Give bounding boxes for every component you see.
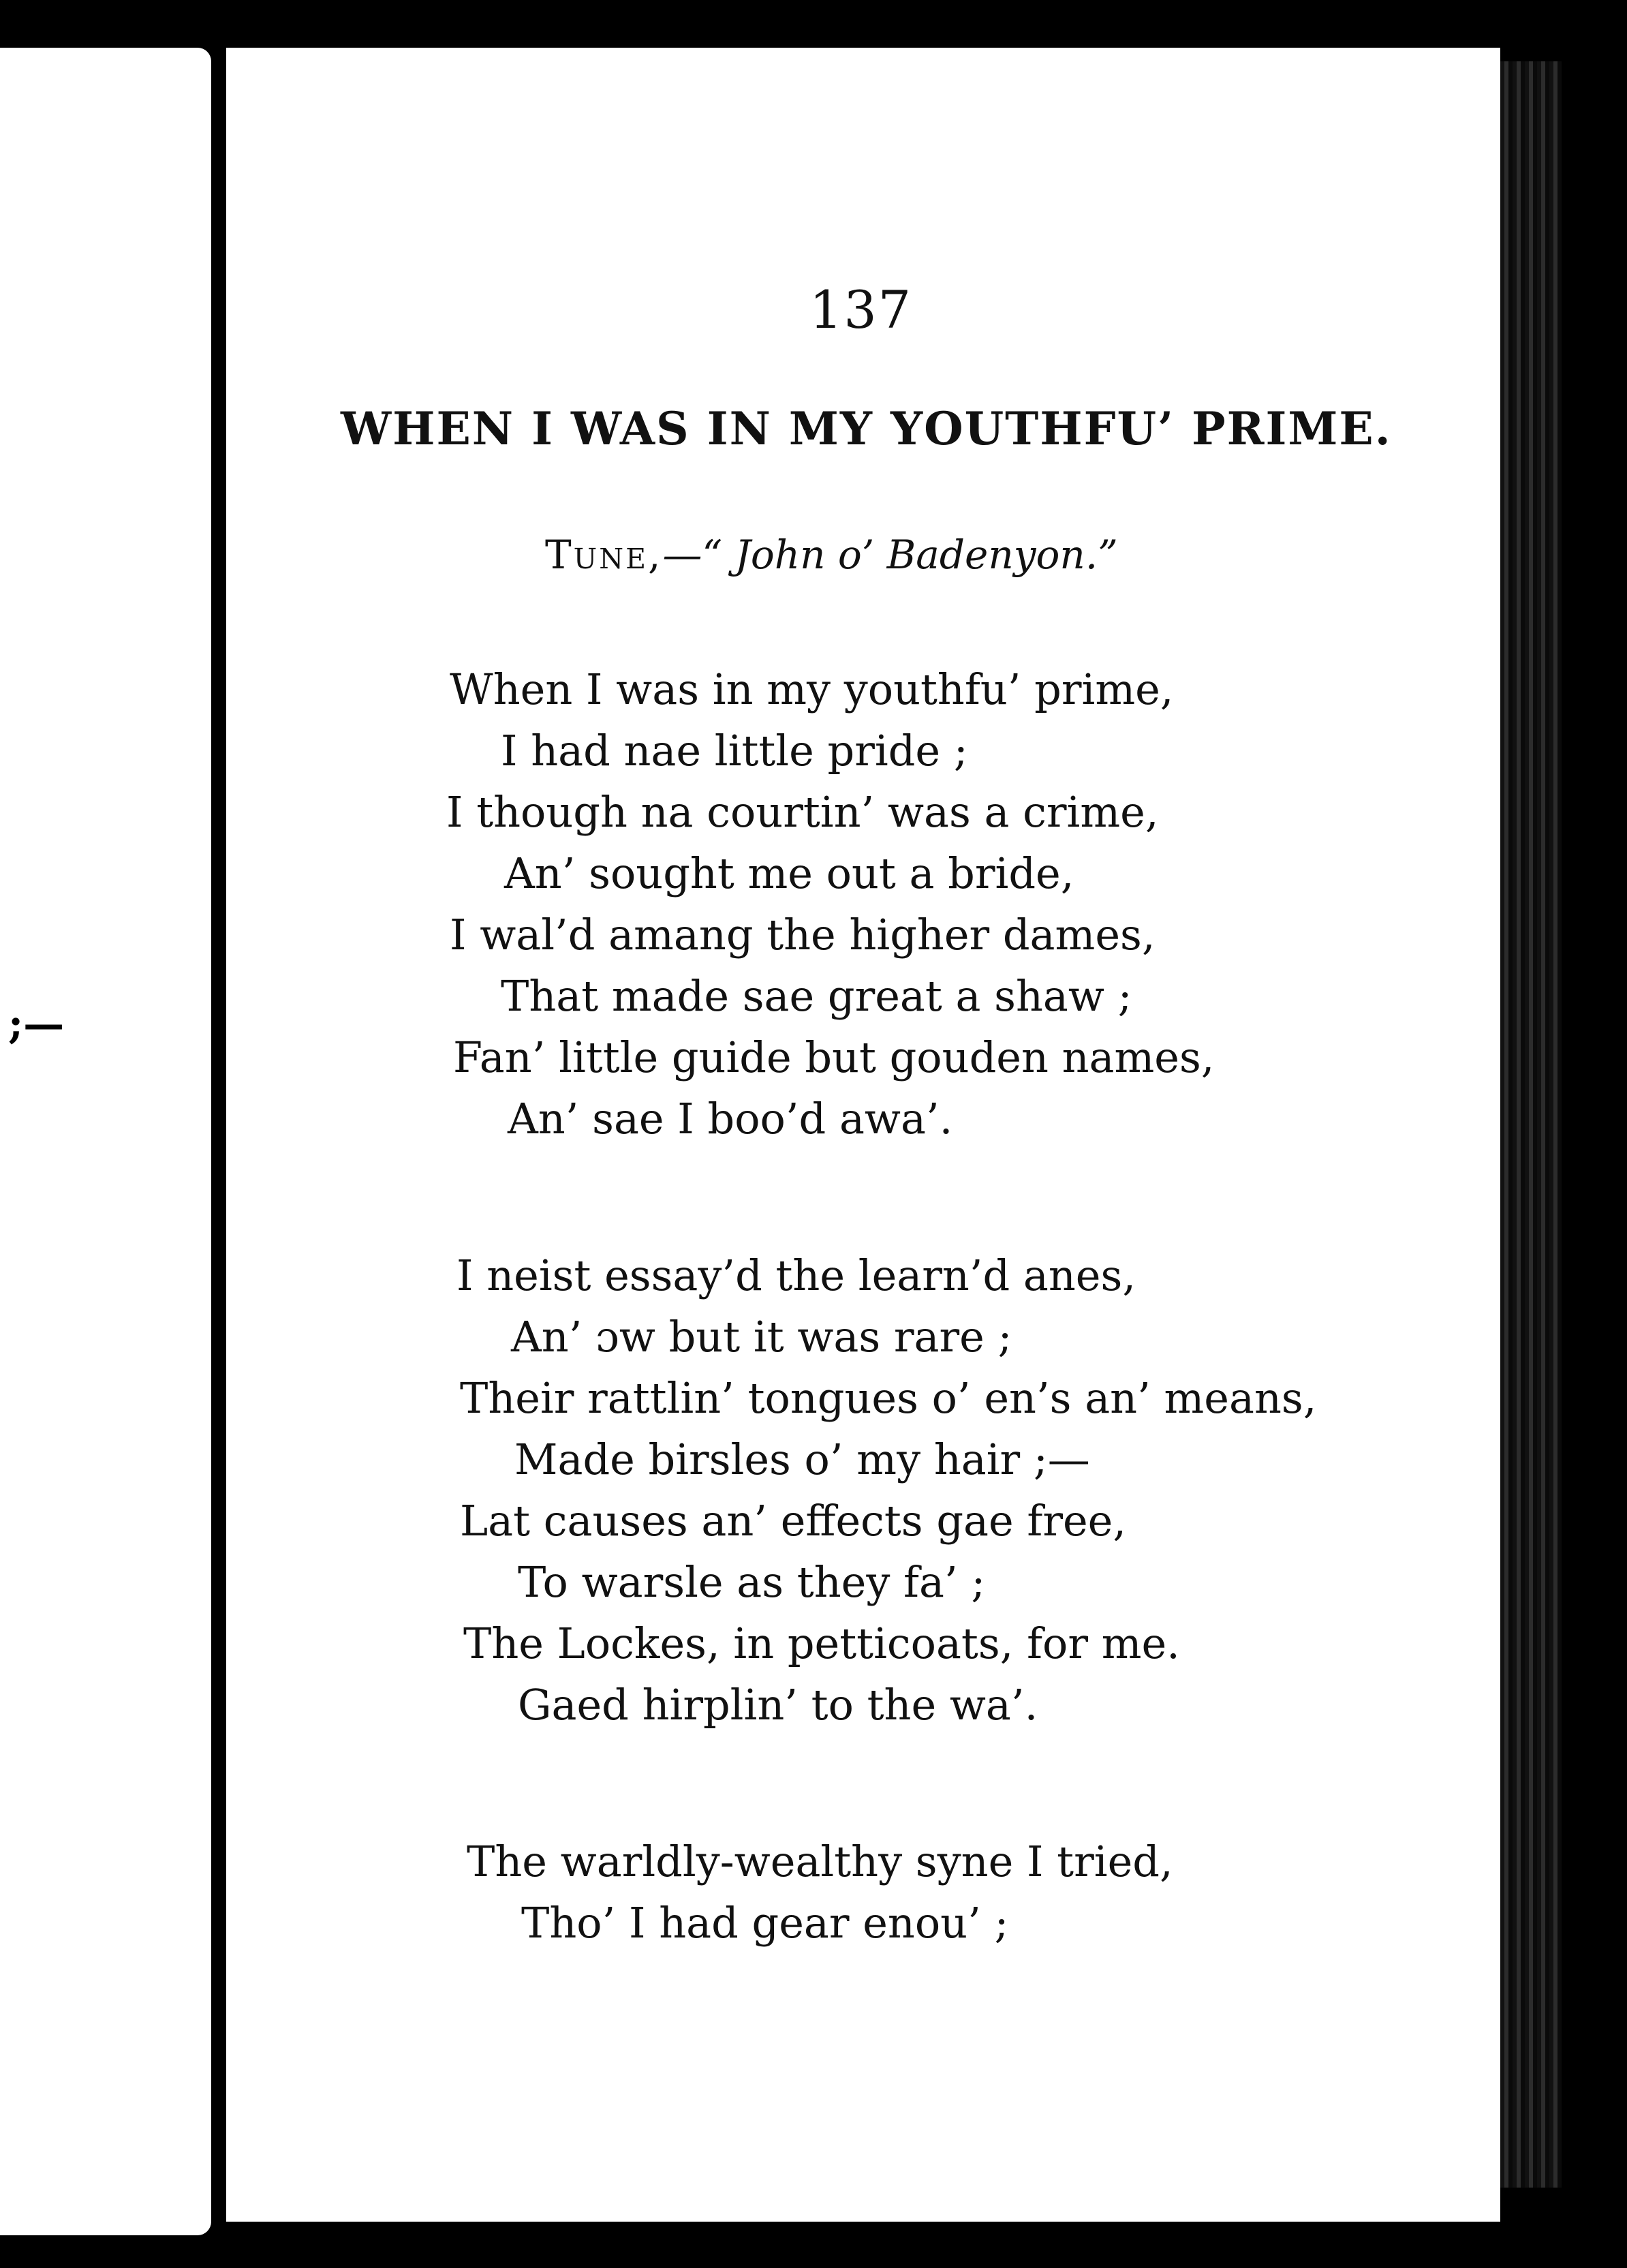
verse-line: I neist essay’d the learn’d anes, [456, 1251, 1136, 1300]
verse-line: Tho’ I had gear enou’ ; [521, 1898, 1009, 1948]
page-number: 137 [809, 279, 913, 340]
verse-line: An’ sought me out a bride, [504, 848, 1074, 898]
verse-line: Gaed hirplin’ to the wa’. [518, 1680, 1038, 1730]
verse-line: To warsle as they fa’ ; [518, 1557, 986, 1607]
song-title: WHEN I WAS IN MY YOUTHFU’ PRIME. [341, 402, 1392, 455]
verse-line: Fan’ little guide but gouden names, [453, 1032, 1215, 1082]
verse-line: The warldly-wealthy syne I tried, [467, 1837, 1173, 1886]
verse-line: Their rattlin’ tongues o’ en’s an’ means, [460, 1373, 1317, 1423]
page-edges [1500, 61, 1562, 2188]
verse-line: I though na courtin’ was a crime, [446, 787, 1159, 837]
tune-name: —“ John o’ Badenyon.” [662, 532, 1118, 578]
tune-line [545, 532, 1118, 578]
book-gutter [211, 41, 226, 2249]
verse-line: Made birsles o’ my hair ;— [514, 1435, 1090, 1484]
verse-line: The Lockes, in petticoats, for me. [463, 1619, 1180, 1668]
verse-line: When I was in my youthfu’ prime, [450, 664, 1174, 714]
left-page-fragment: ;— [8, 1000, 65, 1048]
verse-line: An’ sae I boo’d awa’. [508, 1094, 953, 1144]
verse-line: I had nae little pride ; [501, 726, 968, 776]
verse-line: I wal’d amang the higher dames, [450, 910, 1156, 960]
verse-line: That made sae great a shaw ; [501, 971, 1132, 1021]
left-page [0, 48, 211, 2235]
tune-label: Tune, [545, 532, 663, 578]
verse-line: An’ ɔw but it was rare ; [511, 1312, 1012, 1362]
verse-line: Lat causes an’ effects gae free, [460, 1496, 1127, 1546]
